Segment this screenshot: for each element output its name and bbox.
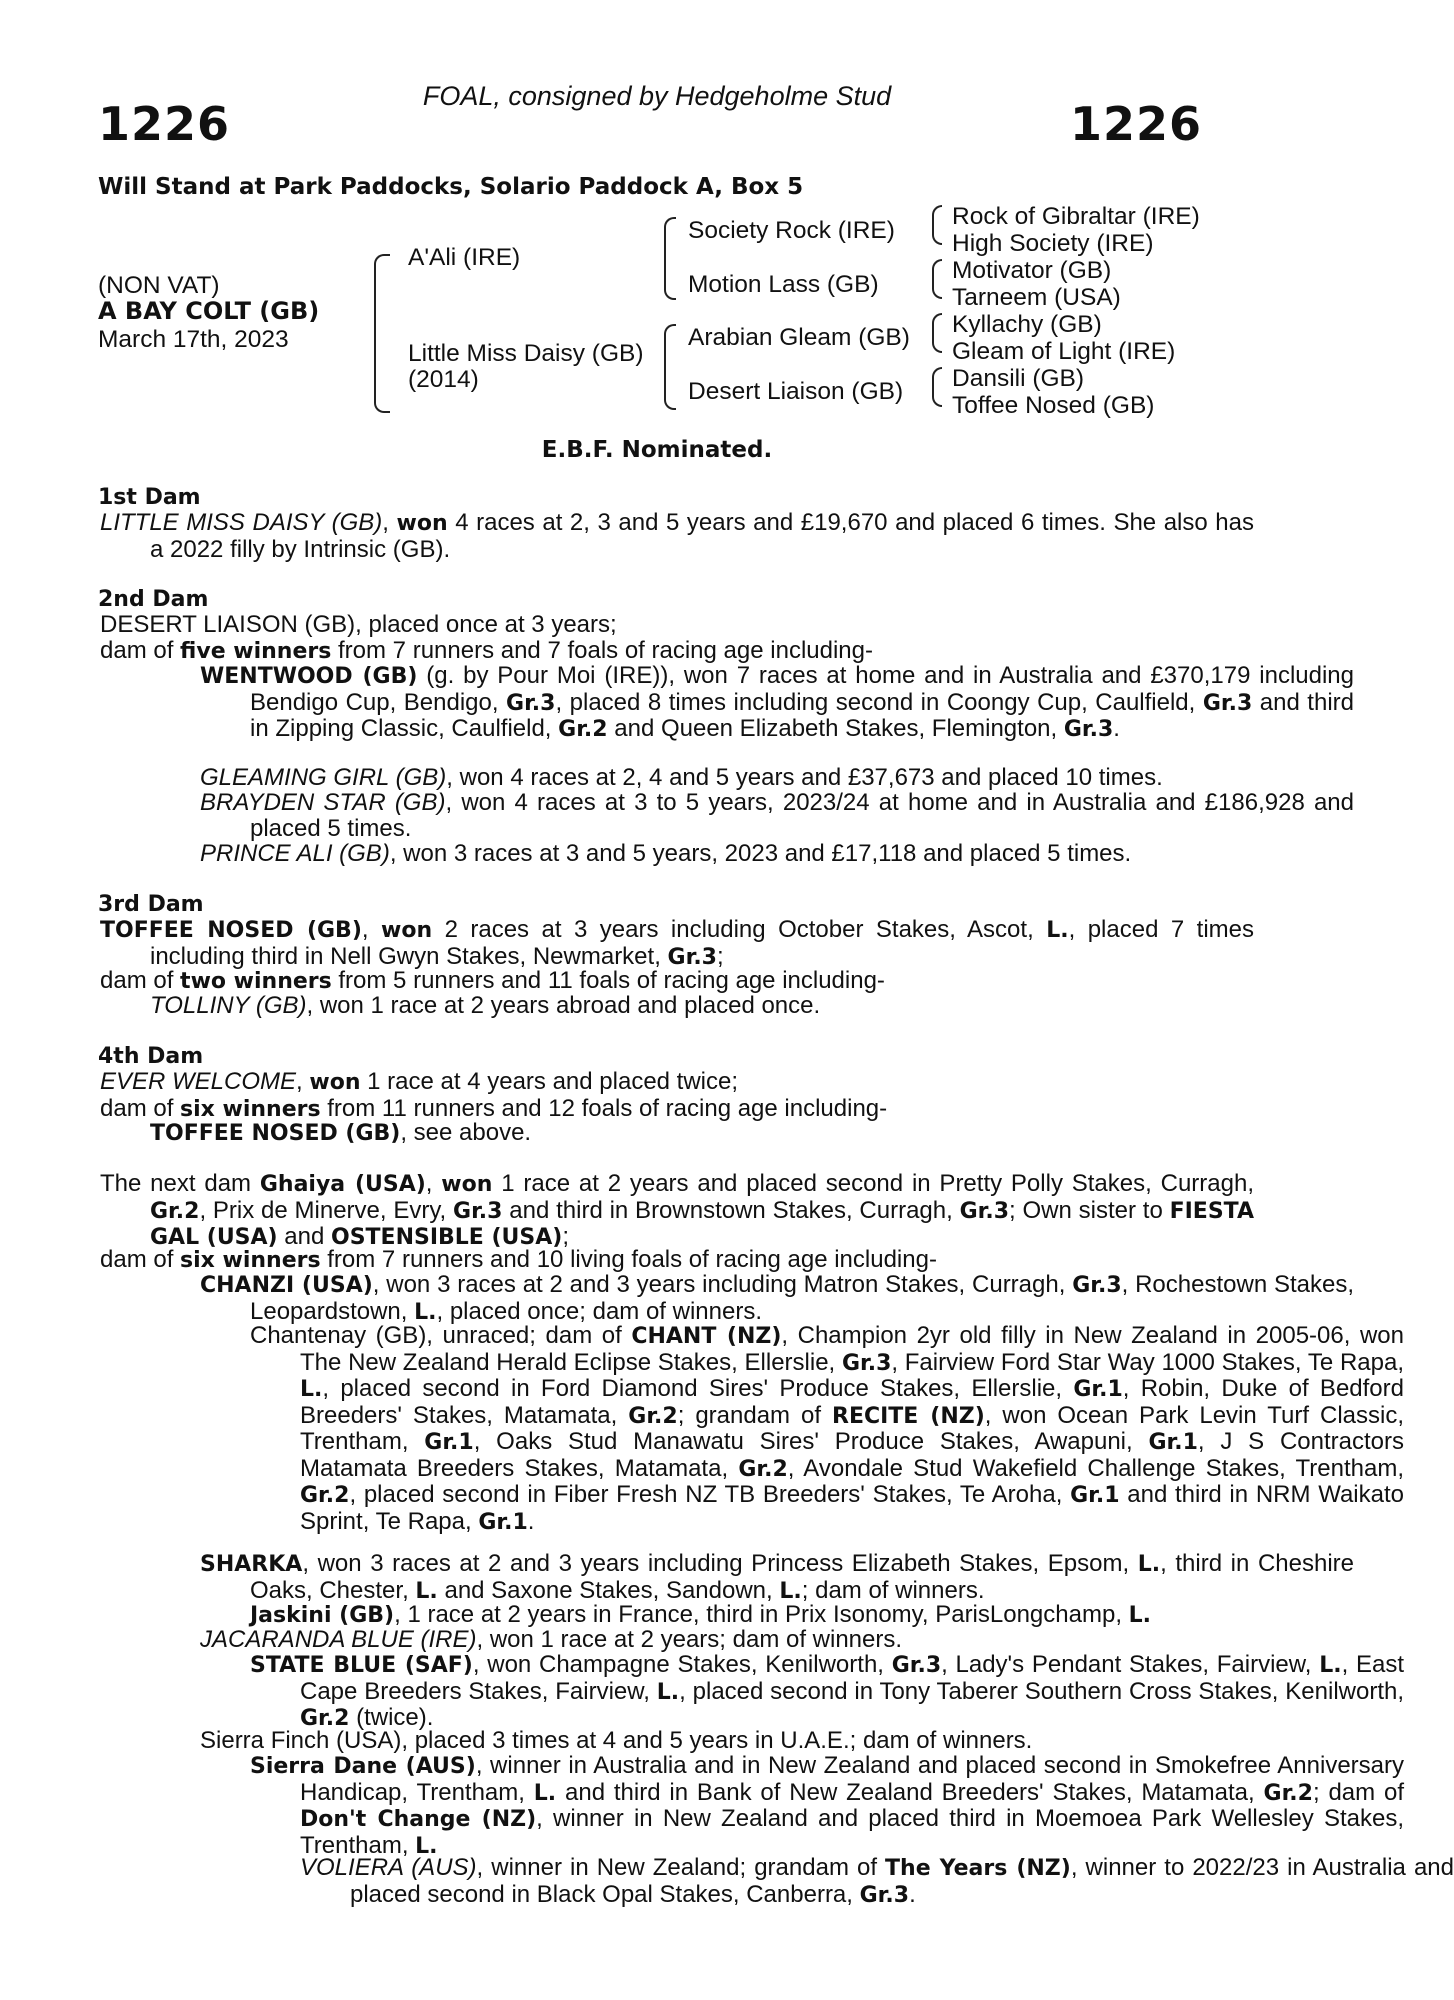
pedigree-brace-dd: [932, 367, 942, 407]
heading-1st-dam: 1st Dam: [98, 485, 201, 510]
dam-of-dam: Desert Liaison (GB): [688, 378, 904, 405]
vat-status: (NON VAT): [98, 272, 220, 299]
dam-of-sire: Motion Lass (GB): [688, 271, 879, 298]
lot-number-right: 1226: [1069, 97, 1202, 151]
pedigree-brace-ds: [932, 313, 942, 353]
next-dam-produce-sierra-finch: Sierra Finch (USA), placed 3 times at 4 and 5 years in U.A.E.; dam of winners.: [200, 1727, 1033, 1754]
pedigree-brace-dam: [664, 324, 676, 410]
third-dam-produce-intro: dam of two winners from 5 runners and 11 foals of racing age including-: [100, 967, 885, 994]
location-line: Will Stand at Park Paddocks, Solario Paddock A, Box 5: [98, 174, 804, 200]
third-dam-produce-tolliny: TOLLINY (GB), won 1 race at 2 years abroad and placed once.: [150, 992, 821, 1019]
second-dam-intro: DESERT LIAISON (GB), placed once at 3 years; dam of five winners from 7 runners and 7 foals of racing age including-: [100, 611, 873, 664]
next-dam-produce-voliera: VOLIERA (AUS), winner in New Zealand; grandam of The Years (NZ), winner to 2022/23 in Australia and placed second in Black Opal Stakes, Canberra, Gr.3.: [300, 1854, 1454, 1908]
dam-of-dam-of-sire: Tarneem (USA): [952, 284, 1121, 311]
second-dam-produce-gleaming-girl: GLEAMING GIRL (GB), won 4 races at 2, 4 and 5 years and £37,673 and placed 10 times.: [200, 764, 1163, 791]
third-dam-paragraph: TOFFEE NOSED (GB), won 2 races at 3 years including October Stakes, Ascot, L., placed 7 times including third in Nell Gwyn Stakes, Newmarket, Gr.3;: [100, 916, 1254, 970]
dam: Little Miss Daisy (GB): [408, 340, 644, 367]
dam-of-sire-of-dam: Gleam of Light (IRE): [952, 338, 1176, 365]
second-dam-produce-prince-ali: PRINCE ALI (GB), won 3 races at 3 and 5 years, 2023 and £17,118 and placed 5 times.: [200, 840, 1132, 867]
lot-number-left: 1226: [98, 97, 231, 151]
dam-of-dam-of-dam: Toffee Nosed (GB): [952, 392, 1155, 419]
heading-4th-dam: 4th Dam: [98, 1044, 204, 1069]
fourth-dam-paragraph: EVER WELCOME, won 1 race at 4 years and placed twice; dam of six winners from 11 runners and 12 foals of racing age including-: [100, 1068, 888, 1122]
next-dam-paragraph: The next dam Ghaiya (USA), won 1 race at 2 years and placed second in Pretty Polly Stakes, Curragh, Gr.2, Prix de Minerve, Evry, Gr.3 and third in Brownstown Stakes, Curragh, Gr.3; Own sister to FIESTA GAL (USA) and OSTENSIBLE (USA);: [100, 1170, 1255, 1250]
next-dam-produce-chantenay: Chantenay (GB), unraced; dam of CHANT (NZ), Champion 2yr old filly in New Zealand in 2005-06, won The New Zealand Herald Eclipse Stakes, Ellerslie, Gr.3, Fairview Ford Star Way 1000 Stakes, Te Rapa, L., placed second in Ford Diamond Sires' Produce Stakes, Ellerslie, Gr.1, Robin, Duke of Bedford Breeders' Stakes, Matamata, Gr.2; grandam of RECITE (NZ), won Ocean Park Levin Turf Classic, Trentham, Gr.1, Oaks Stud Manawatu Sires' Produce Stakes, Awapuni, Gr.1, J S Contractors Matamata Breeders Stakes, Matamata, Gr.2, Avondale Stud Wakefield Challenge Stakes, Trentham, Gr.2, placed second in Fiber Fresh NZ TB Breeders' Stakes, Te Aroha, Gr.1 and third in NRM Waikato Sprint, Te Rapa, Gr.1.: [250, 1322, 1405, 1535]
next-dam-produce-jaskini: Jaskini (GB), 1 race at 2 years in France, third in Prix Isonomy, ParisLongchamp, L.: [250, 1601, 1152, 1628]
pedigree-brace-sd: [932, 259, 942, 299]
consignment-line: FOAL, consigned by Hedgeholme Stud: [422, 81, 892, 111]
sire-of-sire: Society Rock (IRE): [688, 217, 895, 244]
fourth-dam-produce-toffee-nosed: TOFFEE NOSED (GB), see above.: [150, 1119, 532, 1146]
dam-foaling-year: (2014): [408, 366, 479, 393]
next-dam-produce-intro: dam of six winners from 7 runners and 10 living foals of racing age including-: [100, 1246, 937, 1273]
first-dam-paragraph: LITTLE MISS DAISY (GB), won 4 races at 2, 3 and 5 years and £19,670 and placed 6 times. She also has a 2022 filly by Intrinsic (GB).: [100, 509, 1254, 563]
horse-name: A BAY COLT (GB): [98, 297, 320, 325]
second-dam-produce-brayden-star: BRAYDEN STAR (GB), won 4 races at 3 to 5 years, 2023/24 at home and in Australia and £186,928 and placed 5 times.: [200, 789, 1355, 842]
pedigree-brace-main: [374, 254, 390, 413]
heading-2nd-dam: 2nd Dam: [98, 587, 209, 612]
sire-of-sire-of-dam: Kyllachy (GB): [952, 311, 1102, 338]
pedigree-brace-sire: [664, 217, 676, 300]
heading-3rd-dam: 3rd Dam: [98, 892, 204, 917]
next-dam-produce-jacaranda-blue: JACARANDA BLUE (IRE), won 1 race at 2 years; dam of winners.: [200, 1626, 903, 1653]
dam-of-sire-of-sire: High Society (IRE): [952, 230, 1154, 257]
sire: A'Ali (IRE): [408, 244, 521, 271]
ebf-nomination: E.B.F. Nominated.: [541, 437, 773, 463]
pedigree-brace-ss: [932, 205, 942, 245]
sire-of-dam-of-dam: Dansili (GB): [952, 365, 1085, 392]
sire-of-dam-of-sire: Motivator (GB): [952, 257, 1112, 284]
sire-of-sire-of-sire: Rock of Gibraltar (IRE): [952, 203, 1200, 230]
sire-of-dam: Arabian Gleam (GB): [688, 324, 910, 351]
next-dam-produce-state-blue: STATE BLUE (SAF), won Champagne Stakes, Kenilworth, Gr.3, Lady's Pendant Stakes, Fairview, L., East Cape Breeders Stakes, Fairview, L., placed second in Tony Taberer Southern Cross Stakes, Kenilworth, Gr.2 (twice).: [250, 1651, 1405, 1731]
next-dam-produce-sierra-dane: Sierra Dane (AUS), winner in Australia and in New Zealand and placed second in Smokefree Anniversary Handicap, Trentham, L. and third in Bank of New Zealand Breeders' Stakes, Matamata, Gr.2; dam of Don't Change (NZ), winner in New Zealand and placed third in Moemoea Park Wellesley Stakes, Trentham, L.: [250, 1752, 1404, 1859]
next-dam-produce-chanzi: CHANZI (USA), won 3 races at 2 and 3 years including Matron Stakes, Curragh, Gr.3, Rochestown Stakes, Leopardstown, L., placed once; dam of winners.: [200, 1271, 1354, 1325]
foaling-date: March 17th, 2023: [98, 326, 289, 353]
second-dam-produce-wentwood: WENTWOOD (GB) (g. by Pour Moi (IRE)), won 7 races at home and in Australia and £370,179 including Bendigo Cup, Bendigo, Gr.3, placed 8 times including second in Coongy Cup, Caulfield, Gr.3 and third in Zipping Classic, Caulfield, Gr.2 and Queen Elizabeth Stakes, Flemington, Gr.3.: [200, 662, 1354, 742]
next-dam-produce-sharka: SHARKA, won 3 races at 2 and 3 years including Princess Elizabeth Stakes, Epsom, L., third in Cheshire Oaks, Chester, L. and Saxone Stakes, Sandown, L.; dam of winners.: [200, 1550, 1354, 1604]
